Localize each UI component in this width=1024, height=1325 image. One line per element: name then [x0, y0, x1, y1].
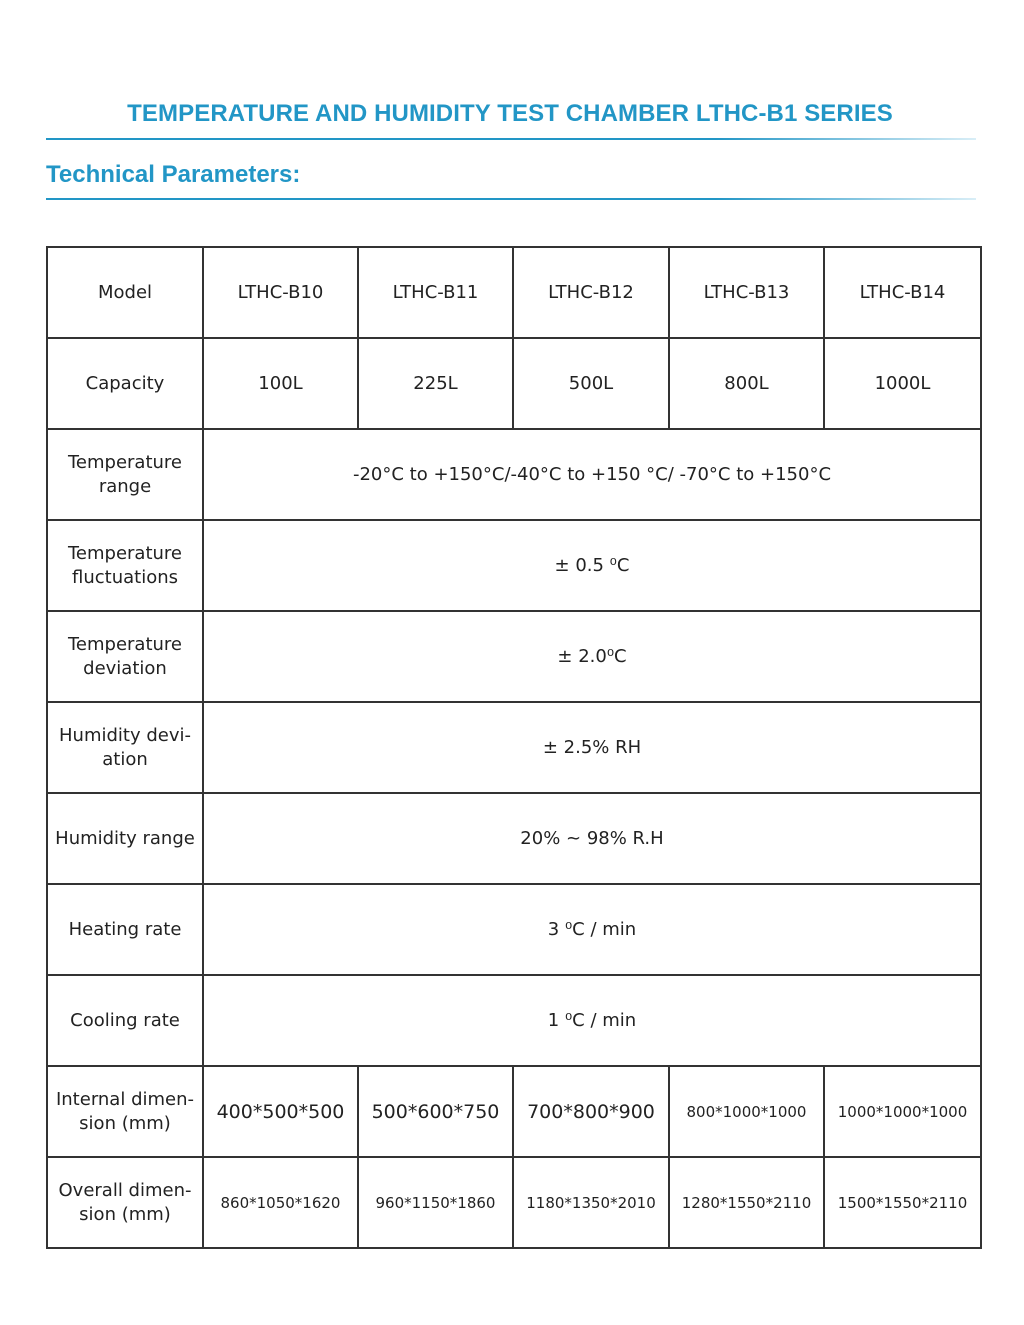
table-row — [47, 1157, 981, 1248]
table-row — [47, 611, 981, 702]
table-row — [47, 247, 981, 338]
table-cell: 500*600*750 — [358, 1066, 513, 1157]
row-label-internal-dimension: Internal dimen-sion (mm) — [47, 1066, 203, 1157]
table-row — [47, 702, 981, 793]
table-row — [47, 884, 981, 975]
table-cell-merged: ± 2.5% RH — [203, 702, 981, 793]
technical-parameters-table — [46, 246, 982, 1249]
table-cell: 1000L — [824, 338, 981, 429]
row-label-heating-rate: Heating rate — [47, 884, 203, 975]
row-label-humidity-deviation: Humidity devi-ation — [47, 702, 203, 793]
row-label-capacity: Capacity — [47, 338, 203, 429]
table-cell: 1180*1350*2010 — [513, 1157, 669, 1248]
table-row — [47, 429, 981, 520]
row-label-cooling-rate: Cooling rate — [47, 975, 203, 1066]
row-label-model: Model — [47, 247, 203, 338]
section-divider — [46, 198, 976, 200]
table-row — [47, 1066, 981, 1157]
title-divider — [46, 138, 976, 140]
table-cell: 1500*1550*2110 — [824, 1157, 981, 1248]
table-cell-merged: -20°C to +150°C/-40°C to +150 °C/ -70°C to +150°C — [203, 429, 981, 520]
table-cell: 1280*1550*2110 — [669, 1157, 824, 1248]
table-row — [47, 975, 981, 1066]
table-row — [47, 793, 981, 884]
table-cell: 800*1000*1000 — [669, 1066, 824, 1157]
table-cell: 1000*1000*1000 — [824, 1066, 981, 1157]
table-cell: 960*1150*1860 — [358, 1157, 513, 1248]
section-heading: Technical Parameters: — [46, 161, 301, 188]
row-label-temperature-fluctuations: Temperature fluctuations — [47, 520, 203, 611]
table-cell-merged: 20% ~ 98% R.H — [203, 793, 981, 884]
table-cell: LTHC-B10 — [203, 247, 358, 338]
row-label-overall-dimension: Overall dimen-sion (mm) — [47, 1157, 203, 1248]
row-label-temperature-range: Temperature range — [47, 429, 203, 520]
row-label-humidity-range: Humidity range — [47, 793, 203, 884]
table-row — [47, 338, 981, 429]
table-cell: 400*500*500 — [203, 1066, 358, 1157]
table-cell-merged: 1 ⁰C / min — [203, 975, 981, 1066]
table-cell: 700*800*900 — [513, 1066, 669, 1157]
table-cell: 100L — [203, 338, 358, 429]
table-cell: 860*1050*1620 — [203, 1157, 358, 1248]
table-cell: 500L — [513, 338, 669, 429]
page-title: TEMPERATURE AND HUMIDITY TEST CHAMBER LTHC-B1 SERIES — [127, 100, 893, 127]
table-cell-merged: 3 ⁰C / min — [203, 884, 981, 975]
table-cell: LTHC-B14 — [824, 247, 981, 338]
table-cell-merged: ± 2.0⁰C — [203, 611, 981, 702]
table-cell: LTHC-B11 — [358, 247, 513, 338]
row-label-temperature-deviation: Temperature deviation — [47, 611, 203, 702]
table-cell: 800L — [669, 338, 824, 429]
table-cell: LTHC-B13 — [669, 247, 824, 338]
table-cell-merged: ± 0.5 ⁰C — [203, 520, 981, 611]
table-cell: 225L — [358, 338, 513, 429]
table-row — [47, 520, 981, 611]
table-cell: LTHC-B12 — [513, 247, 669, 338]
